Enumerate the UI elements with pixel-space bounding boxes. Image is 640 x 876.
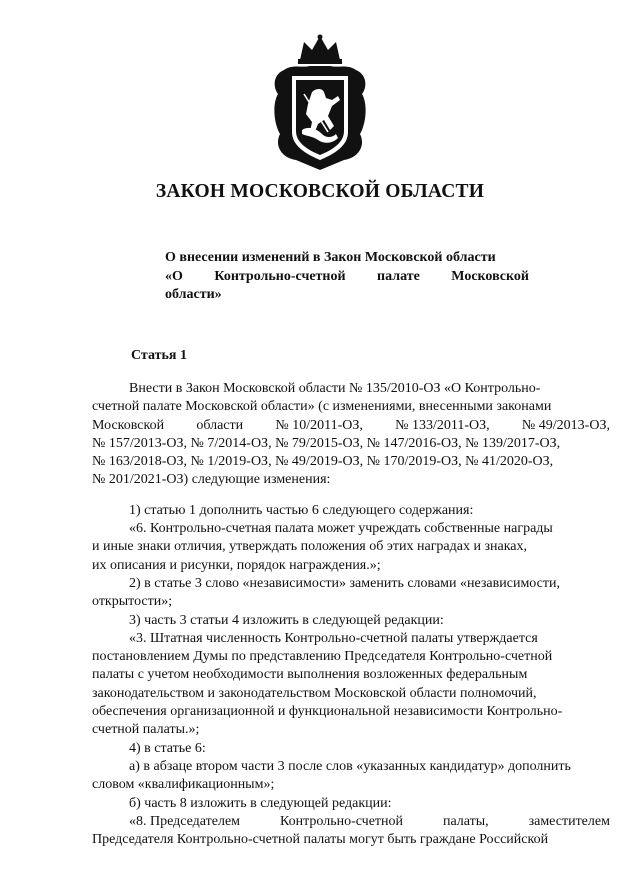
text-line: обеспечения организационной и функциональной независимости Контрольно- [92, 704, 563, 720]
text-line: «3. Штатная численность Контрольно-счетной палаты утверждается [129, 630, 538, 646]
subtitle-line: О внесении изменений в Закон Московской области [165, 250, 496, 265]
text-line [92, 813, 610, 831]
subtitle-word: Контрольно-счетной [214, 268, 346, 284]
text-line: Внести в Закон Московской области № 135/2010-ОЗ «О Контрольно- [129, 381, 541, 396]
text-word: заместителем [528, 813, 610, 829]
text-line: словом «квалификационным»; [92, 777, 275, 793]
text-line: законодательством и законодательством Московской области полномочий, [92, 685, 537, 701]
text-line: № 201/2021-ОЗ) следующие изменения: [92, 472, 331, 488]
text-word: «8. Председателем [129, 813, 241, 829]
text-word: № 49/2013-ОЗ, [521, 417, 610, 433]
law-title: ЗАКОН МОСКОВСКОЙ ОБЛАСТИ [155, 181, 485, 202]
subtitle-word: палате [377, 268, 420, 284]
text-line: 3) часть 3 статьи 4 изложить в следующей редакции: [129, 612, 444, 628]
text-line [92, 417, 610, 435]
text-line: 4) в статье 6: [129, 740, 206, 756]
subtitle-word: «О [165, 268, 183, 284]
text-line: открытости»; [92, 594, 173, 610]
text-line: б) часть 8 изложить в следующей редакции: [129, 795, 392, 811]
subtitle-line [165, 268, 529, 287]
text-line: и иные знаки отличия, утверждать положения об этих наградах и знаках, [92, 539, 528, 555]
moscow-oblast-coat-of-arms-icon [268, 34, 372, 172]
text-word: Контрольно-счетной [279, 813, 404, 829]
text-line: их описания и рисунки, порядок награждения.»; [92, 557, 381, 573]
text-word: Московской [92, 417, 165, 433]
subtitle-word: Московской [451, 268, 529, 284]
article-heading: Статья 1 [131, 348, 187, 363]
text-line: Председателя Контрольно-счетной палаты могут быть граждане Российской [92, 832, 549, 848]
text-line: а) в абзаце втором части 3 после слов «указанных кандидатур» дополнить [129, 758, 571, 774]
text-word: № 133/2011-ОЗ, [395, 417, 490, 433]
text-line: «6. Контрольно-счетная палата может учреждать собственные награды [129, 521, 553, 537]
subtitle-line: области» [165, 287, 222, 302]
text-line: палаты с учетом необходимости выполнения возложенных федеральным [92, 667, 528, 683]
text-line: 1) статью 1 дополнить частью 6 следующего содержания: [129, 502, 474, 518]
text-word: области [196, 417, 244, 433]
law-subtitle [165, 249, 529, 305]
article-body [92, 380, 610, 849]
text-line: 2) в статье 3 слово «независимости» заменить словами «независимости, [129, 575, 560, 591]
text-line: № 157/2013-ОЗ, № 7/2014-ОЗ, № 79/2015-ОЗ, № 147/2016-ОЗ, № 139/2017-ОЗ, [92, 435, 561, 451]
text-line: № 163/2018-ОЗ, № 1/2019-ОЗ, № 49/2019-ОЗ, № 170/2019-ОЗ, № 41/2020-ОЗ, [92, 454, 554, 470]
text-line: счетной палаты.»; [92, 722, 200, 738]
text-line: постановлением Думы по представлению Председателя Контрольно-счетной [92, 649, 553, 665]
text-line: счетной палате Московской области» (с изменениями, внесенными законами [92, 399, 552, 415]
text-word: палаты, [442, 813, 489, 829]
text-word: № 10/2011-ОЗ, [275, 417, 363, 433]
